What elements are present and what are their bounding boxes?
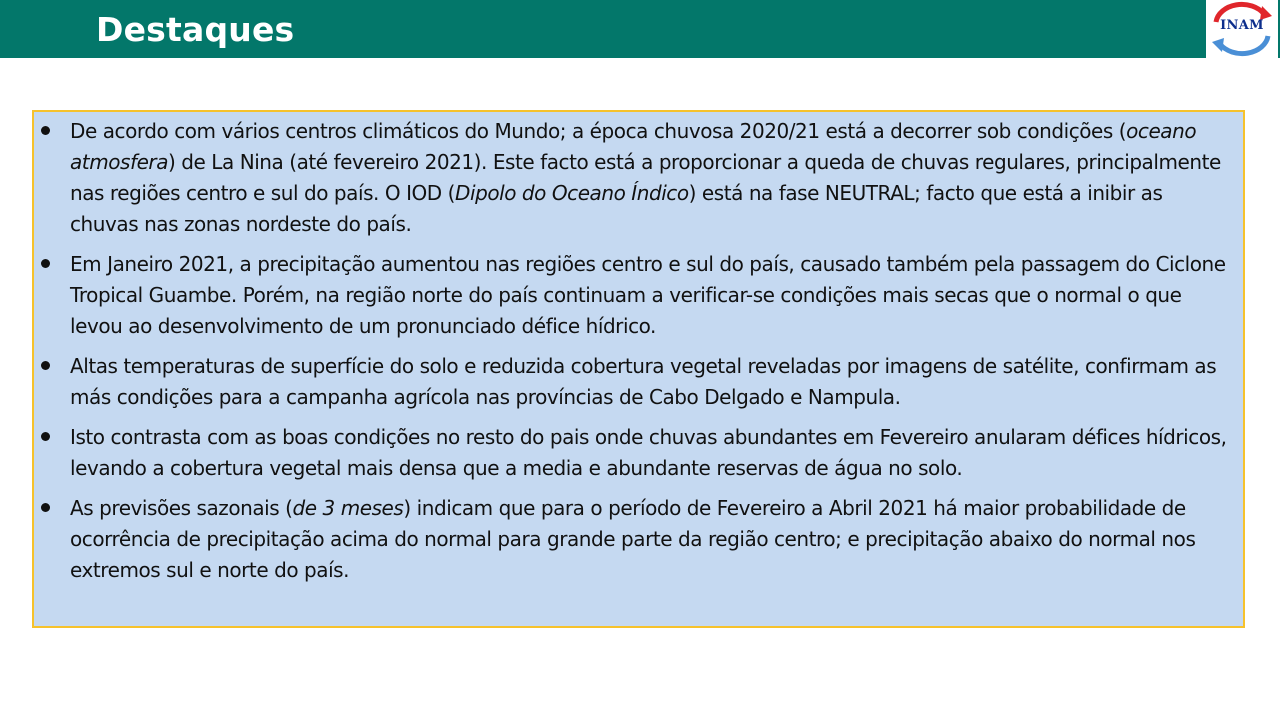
highlight-italic: de 3 meses bbox=[292, 496, 404, 520]
bullet-icon bbox=[41, 259, 50, 268]
highlight-item bbox=[34, 116, 1243, 240]
bullet-icon bbox=[41, 126, 50, 135]
highlight-text: ) de La Nina (até fevereiro 2021). Este facto está a proporcionar a queda de chuvas regulares, principalmente nas regiões centro e sul do país. O IOD ( bbox=[70, 150, 1221, 205]
highlight-text: De acordo com vários centros climáticos do Mundo; a época chuvosa 2020/21 está a decorrer sob condições ( bbox=[70, 119, 1127, 143]
highlights-box bbox=[32, 110, 1245, 628]
highlight-text: Isto contrasta com as boas condições no resto do pais onde chuvas abundantes em Fevereiro anularam défices hídricos, levando a cobertura vegetal mais densa que a media e abundante reservas de água no solo. bbox=[70, 425, 1227, 480]
header-bar bbox=[0, 0, 1280, 58]
bullet-icon bbox=[41, 361, 50, 370]
logo-text: INAM bbox=[1220, 18, 1264, 33]
highlight-text: Altas temperaturas de superfície do solo e reduzida cobertura vegetal reveladas por imagens de satélite, confirmam as más condições para a campanha agrícola nas províncias de Cabo Delgado e Nampula. bbox=[70, 354, 1217, 409]
highlight-text: ) está na fase NEUTRAL; facto que está a inibir as chuvas nas zonas nordeste do país. bbox=[70, 181, 1163, 236]
inam-logo bbox=[1206, 0, 1278, 58]
highlight-item bbox=[34, 351, 1243, 413]
bullet-icon bbox=[41, 503, 50, 512]
highlight-item bbox=[34, 493, 1243, 586]
highlight-italic: oceano atmosfera bbox=[70, 119, 1197, 174]
highlight-italic: Dipolo do Oceano Índico bbox=[455, 181, 689, 205]
highlight-text: ) indicam que para o período de Fevereiro a Abril 2021 há maior probabilidade de ocorrência de precipitação acima do normal para grande parte da região centro; e precipitação abaixo do normal nos extremos sul e norte do país. bbox=[70, 496, 1196, 582]
highlights-list bbox=[34, 116, 1243, 595]
bullet-icon bbox=[41, 432, 50, 441]
page-title: Destaques bbox=[96, 10, 295, 49]
highlight-text: Em Janeiro 2021, a precipitação aumentou nas regiões centro e sul do país, causado também pela passagem do Ciclone Tropical Guambe. Porém, na região norte do país continuam a verificar-se condições mais secas que o normal o que levou ao desenvolvimento de um pronunciado défice hídrico. bbox=[70, 252, 1226, 338]
highlight-item bbox=[34, 422, 1243, 484]
highlight-item bbox=[34, 249, 1243, 342]
highlight-text: As previsões sazonais ( bbox=[70, 496, 293, 520]
